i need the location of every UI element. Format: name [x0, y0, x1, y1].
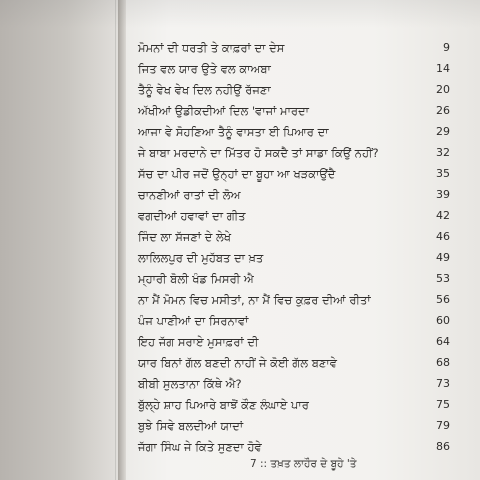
- toc-page-number: 46: [436, 230, 450, 243]
- toc-title: ਵਗਦੀਆਂ ਹਵਾਵਾਂ ਦਾ ਗੀਤ: [138, 209, 246, 223]
- toc-title: ਬੁਝੇ ਸਿਵੇ ਬਲਦੀਆਂ ਯਾਦਾਂ: [138, 419, 244, 433]
- toc-title: ਲਾਲਿਲਪੁਰ ਦੀ ਮੁਹੱਬਤ ਦਾ ਖ਼ਤ: [138, 251, 264, 265]
- toc-row: [138, 166, 450, 188]
- page-footer: 7 :: ਤਖ਼ਤ ਲਾਹੌਰ ਦੇ ਬੂਹੇ 'ਤੇ: [250, 458, 357, 470]
- toc-page-number: 14: [436, 62, 450, 75]
- toc-page-number: 73: [436, 377, 450, 390]
- toc-title: ਸੱਚ ਦਾ ਪੀਰ ਜਦੋਂ ਉਨ੍ਹਾਂ ਦਾ ਬੂਹਾ ਆ ਖੜਕਾਉਂਦੈ: [138, 167, 336, 181]
- toc-title: ਜਿੰਦ ਲਾ ਸੱਜਣਾਂ ਦੇ ਲੇਖੇ: [138, 230, 232, 244]
- toc-page-number: 68: [436, 356, 450, 369]
- toc-title: ਚਾਨਣੀਆਂ ਰਾਤਾਂ ਦੀ ਲੋਅ: [138, 188, 241, 202]
- toc-page-number: 20: [436, 83, 450, 96]
- toc-page-number: 64: [436, 335, 450, 348]
- toc-row: [138, 40, 450, 62]
- toc-page-number: 39: [436, 188, 450, 201]
- toc-row: [138, 208, 450, 230]
- toc-page-number: 56: [436, 293, 450, 306]
- toc-row: [138, 61, 450, 83]
- toc-row: [138, 313, 450, 335]
- toc-row: [138, 334, 450, 356]
- toc-title: ਜਿਤ ਵਲ ਯਾਰ ਉਤੇ ਵਲ ਕਾਅਬਾ: [138, 62, 271, 76]
- toc-title: ਤੈਨੂੰ ਵੇਖ ਵੇਖ ਦਿਲ ਨਹੀਉਂ ਰੱਜਣਾ: [138, 83, 271, 97]
- toc-row: [138, 103, 450, 125]
- toc-title: ਆਜਾ ਵੇ ਸੋਹਣਿਆ ਤੈਨੂੰ ਵਾਸਤਾ ਈ ਪਿਆਰ ਦਾ: [138, 125, 329, 139]
- toc-page-number: 29: [436, 125, 450, 138]
- toc-page-number: 9: [443, 41, 450, 54]
- toc-page-number: 32: [436, 146, 450, 159]
- toc-row: [138, 355, 450, 377]
- toc-page-number: 26: [436, 104, 450, 117]
- toc-title: ਬੁੱਲ੍ਹੇ ਸ਼ਾਹ ਪਿਆਰੇ ਬਾਝੋਂ ਕੌਣ ਲੰਘਾਏ ਪਾਰ: [138, 398, 309, 412]
- toc-title: ਯਾਰ ਬਿਨਾਂ ਗੱਲ ਬਣਦੀ ਨਾਹੀਂ ਜੇ ਕੋਈ ਗੱਲ ਬਣਾਵੇ: [138, 356, 337, 370]
- toc-row: [138, 250, 450, 272]
- toc-page-number: 53: [436, 272, 450, 285]
- toc-row: [138, 229, 450, 251]
- toc-row: [138, 418, 450, 440]
- toc-page-number: 75: [436, 398, 450, 411]
- toc-row: [138, 397, 450, 419]
- toc-title: ਅੱਖੀਆਂ ਉਡੀਕਦੀਆਂ ਦਿਲ 'ਵਾਜਾਂ ਮਾਰਦਾ: [138, 104, 309, 118]
- toc-row: [138, 271, 450, 293]
- toc-title: ਨਾ ਮੈਂ ਮੋਮਨ ਵਿਚ ਮਸੀਤਾਂ, ਨਾ ਮੈਂ ਵਿਚ ਕੁਫ਼ਰ ਦੀਆਂ ਰੀਤਾਂ: [138, 293, 371, 307]
- toc-page-number: 35: [436, 167, 450, 180]
- toc-title: ਪੰਜ ਪਾਣੀਆਂ ਦਾ ਸਿਰਨਾਵਾਂ: [138, 314, 249, 328]
- toc-row: [138, 124, 450, 146]
- toc-title: ਬੀਬੀ ਸੁਲਤਾਨਾ ਕਿੱਥੇ ਐ?: [138, 377, 242, 391]
- toc-row: [138, 145, 450, 167]
- toc-page-number: 60: [436, 314, 450, 327]
- toc-page-number: 79: [436, 419, 450, 432]
- toc-row: [138, 376, 450, 398]
- toc-row: [138, 82, 450, 104]
- toc-title: ਮੋਮਨਾਂ ਦੀ ਧਰਤੀ ਤੇ ਕਾਫ਼ਰਾਂ ਦਾ ਦੇਸ: [138, 41, 285, 55]
- toc-title: ਮ੍ਹਾਰੀ ਬੋਲੀ ਖੰਡ ਮਿਸਰੀ ਐ: [138, 272, 254, 286]
- toc-row: [138, 292, 450, 314]
- toc-page-number: 49: [436, 251, 450, 264]
- toc-page-number: 86: [436, 440, 450, 453]
- toc-page-number: 42: [436, 209, 450, 222]
- toc-title: ਇਹ ਜੱਗ ਸਰਾਏ ਮੁਸਾਫ਼ਰਾਂ ਦੀ: [138, 335, 259, 349]
- toc-title: ਜੇ ਬਾਬਾ ਮਰਦਾਨੇ ਦਾ ਮਿੱਤਰ ਹੋ ਸਕਦੈ ਤਾਂ ਸਾਡਾ ਕਿਉਂ ਨਹੀਂ?: [138, 146, 379, 160]
- toc-title: ਜੱਗਾ ਸਿੰਘ ਜੇ ਕਿਤੇ ਸੁਣਦਾ ਹੋਵੇ: [138, 440, 262, 454]
- toc-row: [138, 187, 450, 209]
